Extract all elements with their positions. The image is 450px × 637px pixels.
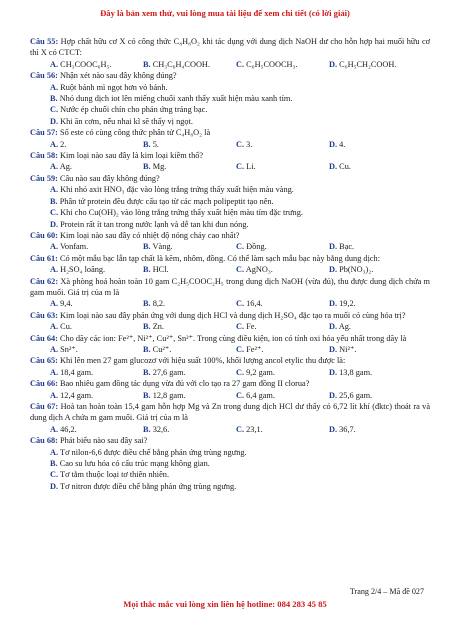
option-text: Vonfam. bbox=[60, 242, 89, 252]
question-stem bbox=[30, 253, 430, 264]
answer-option bbox=[143, 139, 236, 150]
answer-option bbox=[143, 390, 236, 401]
option-letter: B. bbox=[50, 459, 58, 469]
option-letter: C. bbox=[236, 242, 245, 252]
answer-option bbox=[236, 321, 329, 332]
option-text: Li. bbox=[246, 162, 256, 172]
answer-options bbox=[30, 321, 430, 332]
option-letter: D. bbox=[329, 242, 338, 252]
option-text: 18,4 gam. bbox=[60, 367, 94, 377]
question-text: Xà phòng hoá hoàn toàn 10 gam C₂H₅COOC₂H₅ trong dung dịch NaOH (vừa đủ), thu được dung dịch chứa m gam muối. Giá trị của m là bbox=[30, 276, 431, 297]
option-text: 6,4 gam. bbox=[246, 390, 275, 400]
option-text: 13,8 gam. bbox=[339, 367, 373, 377]
option-text: CH₃COOC₆H₅. bbox=[60, 59, 112, 69]
option-letter: C. bbox=[236, 344, 245, 354]
option-text: 3. bbox=[246, 139, 253, 149]
question-text: Phát biểu nào sau đây sai? bbox=[59, 436, 148, 446]
answer-option bbox=[143, 321, 236, 332]
answer-option bbox=[30, 447, 430, 458]
option-letter: B. bbox=[143, 139, 151, 149]
answer-options bbox=[30, 241, 430, 252]
answer-option bbox=[50, 139, 143, 150]
option-letter: D. bbox=[329, 299, 338, 309]
option-letter: B. bbox=[143, 59, 151, 69]
answer-option bbox=[50, 321, 143, 332]
option-text: 5. bbox=[152, 139, 159, 149]
answer-options bbox=[30, 59, 430, 70]
answer-options bbox=[30, 161, 430, 172]
question-text: Kim loại nào sau đây có nhiệt độ nóng chảy cao nhất? bbox=[59, 230, 240, 240]
option-letter: C. bbox=[236, 322, 245, 332]
option-letter: D. bbox=[329, 322, 338, 332]
option-letter: B. bbox=[143, 162, 151, 172]
answer-option bbox=[30, 469, 430, 480]
option-text: Bạc. bbox=[339, 242, 355, 252]
option-letter: A. bbox=[50, 322, 59, 332]
answer-option bbox=[143, 424, 236, 435]
option-letter: D. bbox=[329, 367, 338, 377]
answer-option bbox=[329, 367, 422, 378]
option-letter: D. bbox=[329, 139, 338, 149]
answer-option bbox=[236, 59, 329, 70]
option-text: Zn. bbox=[152, 322, 164, 332]
option-letter: A. bbox=[50, 139, 59, 149]
option-letter: D. bbox=[50, 481, 59, 491]
option-text: 12,8 gam. bbox=[152, 390, 186, 400]
option-letter: D. bbox=[329, 424, 338, 434]
question-stem bbox=[30, 36, 430, 59]
option-text: Fe²⁺. bbox=[246, 344, 264, 354]
answer-option bbox=[30, 458, 430, 469]
question-block bbox=[30, 378, 430, 401]
question-block bbox=[30, 70, 430, 127]
question-number: Câu 67: bbox=[30, 402, 59, 411]
question-text: Khi lên men 27 gam glucozơ với hiệu suất 100%, khối lượng ancol etylic thu được là: bbox=[59, 356, 346, 366]
option-text: Đồng. bbox=[246, 242, 267, 252]
option-text: Ruột bánh mì ngọt hơn vỏ bánh. bbox=[60, 82, 168, 92]
option-letter: C. bbox=[236, 299, 245, 309]
option-text: Phân tử protein đều được cấu tạo từ các mạch polipeptit tạo nên. bbox=[59, 196, 274, 206]
option-letter: C. bbox=[236, 265, 245, 275]
answer-option bbox=[143, 59, 236, 70]
answer-option bbox=[329, 321, 422, 332]
answer-options bbox=[30, 184, 430, 230]
answer-options bbox=[30, 344, 430, 355]
answer-option bbox=[30, 207, 430, 218]
answer-options bbox=[30, 264, 430, 275]
option-letter: D. bbox=[329, 265, 338, 275]
option-letter: C. bbox=[236, 59, 245, 69]
question-number: Câu 58: bbox=[30, 151, 58, 161]
option-text: Khi ăn cơm, nếu nhai kĩ sẽ thấy vị ngọt. bbox=[60, 116, 193, 126]
question-number: Câu 63: bbox=[30, 310, 58, 320]
answer-option bbox=[236, 241, 329, 252]
question-block bbox=[30, 310, 430, 333]
option-text: CH₃C₆H₄COOH. bbox=[152, 59, 210, 69]
question-stem bbox=[30, 378, 430, 389]
answer-option bbox=[236, 390, 329, 401]
option-letter: A. bbox=[50, 265, 59, 275]
option-letter: A. bbox=[50, 424, 59, 434]
option-letter: B. bbox=[143, 265, 151, 275]
question-text: Cho dãy các ion: Fe²⁺, Ni²⁺, Cu²⁺, Sn²⁺. Trong cùng điều kiện, ion có tính oxi hóa yếu nhất trong dãy là bbox=[59, 333, 407, 343]
answer-option bbox=[143, 367, 236, 378]
option-text: 46,2. bbox=[60, 424, 77, 434]
question-block bbox=[30, 127, 430, 150]
option-text: 9,4. bbox=[60, 299, 73, 309]
question-text: Có một mẫu bạc lẫn tạp chất là kẽm, nhôm, đồng. Có thể làm sạch mẫu bạc này bằng dung dịch: bbox=[59, 253, 381, 263]
question-stem bbox=[30, 333, 430, 344]
answer-option bbox=[236, 344, 329, 355]
answer-option bbox=[143, 241, 236, 252]
option-text: 4. bbox=[339, 139, 346, 149]
option-letter: A. bbox=[50, 82, 59, 92]
option-letter: A. bbox=[50, 242, 59, 252]
answer-option bbox=[50, 264, 143, 275]
question-block bbox=[30, 253, 430, 276]
option-letter: B. bbox=[143, 299, 151, 309]
option-text: 25,6 gam. bbox=[339, 390, 373, 400]
option-letter: D. bbox=[50, 116, 59, 126]
option-letter: D. bbox=[329, 59, 338, 69]
option-text: C₆H₅CH₂COOH. bbox=[339, 59, 397, 69]
answer-option bbox=[30, 93, 430, 104]
answer-options bbox=[30, 424, 430, 435]
option-text: 27,6 gam. bbox=[152, 367, 186, 377]
option-text: Pb(NO₃)₂. bbox=[339, 265, 374, 275]
answer-options bbox=[30, 139, 430, 150]
answer-option bbox=[30, 481, 430, 492]
option-text: HCl. bbox=[152, 265, 169, 275]
option-letter: C. bbox=[236, 139, 245, 149]
question-stem bbox=[30, 173, 430, 184]
question-text: Hợp chất hữu cơ X có công thức C₈H₈O₂ khi tác dụng với dung dịch NaOH dư cho hỗn hợp hai muối hữu cơ thì X có CTCT: bbox=[30, 37, 431, 58]
option-text: Ag. bbox=[338, 322, 351, 332]
option-letter: A. bbox=[50, 367, 59, 377]
answer-option bbox=[236, 139, 329, 150]
answer-option bbox=[30, 116, 430, 127]
question-block bbox=[30, 276, 430, 310]
option-letter: D. bbox=[50, 219, 59, 229]
option-letter: A. bbox=[50, 59, 59, 69]
page-number: Trang 2/4 – Mã đề 027 bbox=[349, 587, 424, 596]
option-text: Ag. bbox=[59, 162, 72, 172]
question-stem bbox=[30, 355, 430, 366]
option-text: Tơ tằm thuộc loại tơ thiên nhiên. bbox=[60, 470, 170, 480]
option-text: Cu. bbox=[339, 162, 351, 172]
answer-options bbox=[30, 367, 430, 378]
option-text: Tơ nilon-6,6 được điều chế bằng phản ứng trùng ngưng. bbox=[60, 447, 247, 457]
question-stem bbox=[30, 435, 430, 446]
question-stem bbox=[30, 310, 430, 321]
option-text: 12,4 gam. bbox=[60, 390, 94, 400]
answer-option bbox=[329, 264, 422, 275]
option-letter: D. bbox=[329, 162, 338, 172]
question-number: Câu 66: bbox=[30, 379, 58, 389]
option-text: Nhỏ dung dịch iot lên miếng chuối xanh thấy xuất hiện màu xanh tím. bbox=[59, 94, 293, 104]
answer-option bbox=[50, 59, 143, 70]
question-stem bbox=[30, 70, 430, 81]
option-text: Khi nhỏ axit HNO₃ đặc vào lòng trắng trứng thấy xuất hiện màu vàng. bbox=[60, 185, 294, 195]
answer-options bbox=[30, 447, 430, 493]
answer-options bbox=[30, 298, 430, 309]
option-text: 36,7. bbox=[339, 424, 356, 434]
option-text: Fe. bbox=[246, 322, 257, 332]
answer-option bbox=[30, 196, 430, 207]
question-number: Câu 56: bbox=[30, 71, 58, 81]
answer-option bbox=[236, 161, 329, 172]
question-number: Câu 57: bbox=[30, 128, 58, 138]
option-letter: C. bbox=[50, 470, 59, 480]
option-letter: A. bbox=[50, 299, 59, 309]
question-block bbox=[30, 333, 430, 356]
question-number: Câu 68: bbox=[30, 436, 58, 446]
question-stem bbox=[30, 230, 430, 241]
answer-option bbox=[50, 424, 143, 435]
answer-options bbox=[30, 82, 430, 128]
answer-option bbox=[143, 298, 236, 309]
option-text: H₂SO₄ loãng. bbox=[60, 265, 106, 275]
answer-option bbox=[236, 367, 329, 378]
option-letter: B. bbox=[50, 94, 58, 104]
option-letter: B. bbox=[50, 196, 58, 206]
answer-option bbox=[329, 390, 422, 401]
option-letter: B. bbox=[143, 242, 151, 252]
option-text: Tơ nitron được điều chế bằng phản ứng trùng ngưng. bbox=[60, 481, 237, 491]
answer-option bbox=[30, 219, 430, 230]
question-text: Bao nhiêu gam đồng tác dụng vừa đủ với clo tạo ra 27 gam đồng II clorua? bbox=[59, 379, 310, 389]
option-letter: A. bbox=[50, 344, 59, 354]
option-text: Sn²⁺. bbox=[60, 344, 78, 354]
option-letter: C. bbox=[50, 105, 59, 115]
answer-option bbox=[30, 184, 430, 195]
option-letter: C. bbox=[236, 367, 245, 377]
question-text: Hoà tan hoàn toàn 15,4 gam hỗn hợp Mg và Zn trong dung dịch HCl dư thấy có 6,72 lít khí (đktc) thoát ra và dung dịch A chứa m gam muối. Giá trị của m là bbox=[30, 402, 431, 423]
question-stem bbox=[30, 401, 430, 424]
answer-option bbox=[143, 344, 236, 355]
answer-option bbox=[143, 264, 236, 275]
answer-option bbox=[50, 367, 143, 378]
answer-options bbox=[30, 390, 430, 401]
option-text: Vàng. bbox=[152, 242, 173, 252]
option-text: 32,6. bbox=[152, 424, 170, 434]
option-letter: A. bbox=[50, 162, 59, 172]
option-text: 23,1. bbox=[246, 424, 263, 434]
option-text: Khi cho Cu(OH)₂ vào lòng trắng trứng thấy xuất hiện màu tím đặc trưng. bbox=[60, 208, 303, 218]
option-letter: D. bbox=[329, 390, 338, 400]
answer-option bbox=[236, 424, 329, 435]
option-text: Nước ép chuối chín cho phản ứng tráng bạc. bbox=[60, 105, 208, 115]
question-number: Câu 65: bbox=[30, 356, 58, 366]
answer-option bbox=[30, 82, 430, 93]
option-letter: C. bbox=[50, 208, 59, 218]
answer-option bbox=[329, 424, 422, 435]
question-number: Câu 61: bbox=[30, 253, 58, 263]
option-text: C₆H₅COOCH₃. bbox=[246, 59, 298, 69]
answer-option bbox=[30, 104, 430, 115]
question-text: Số este có cùng công thức phân tử C₄H₈O₂ là bbox=[59, 128, 211, 138]
answer-option bbox=[50, 298, 143, 309]
option-letter: C. bbox=[236, 424, 245, 434]
option-letter: A. bbox=[50, 185, 59, 195]
answer-option bbox=[50, 161, 143, 172]
question-block bbox=[30, 173, 430, 230]
option-text: 9,2 gam. bbox=[246, 367, 275, 377]
answer-option bbox=[143, 161, 236, 172]
question-number: Câu 64: bbox=[30, 333, 58, 343]
question-stem bbox=[30, 276, 430, 299]
question-block bbox=[30, 401, 430, 435]
option-letter: A. bbox=[50, 447, 59, 457]
option-text: AgNO₃. bbox=[245, 265, 273, 275]
question-text: Kim loại nào sau đây phản ứng với dung dịch HCl và dung dịch H₂SO₄ đặc tạo ra muối có cùng hóa trị? bbox=[59, 310, 406, 320]
question-block bbox=[30, 230, 430, 253]
option-letter: B. bbox=[143, 344, 151, 354]
option-text: 16,4. bbox=[246, 299, 263, 309]
question-text: Kim loại nào sau đây là kim loại kiềm thổ? bbox=[59, 151, 204, 161]
question-block bbox=[30, 355, 430, 378]
hotline-footer: Mọi thắc mắc vui lòng xin liên hệ hotline: 084 283 45 85 bbox=[123, 599, 327, 609]
option-letter: C. bbox=[236, 390, 245, 400]
answer-option bbox=[329, 59, 422, 70]
question-number: Câu 62: bbox=[30, 276, 59, 286]
option-text: Ni²⁺. bbox=[339, 344, 357, 354]
option-letter: B. bbox=[143, 424, 151, 434]
option-letter: B. bbox=[143, 367, 151, 377]
option-letter: D. bbox=[329, 344, 338, 354]
option-text: Cu²⁺. bbox=[152, 344, 172, 354]
option-letter: B. bbox=[143, 390, 151, 400]
question-number: Câu 59: bbox=[30, 173, 58, 183]
option-text: 8,2. bbox=[152, 299, 166, 309]
question-stem bbox=[30, 127, 430, 138]
answer-option bbox=[50, 344, 143, 355]
answer-option bbox=[329, 241, 422, 252]
answer-option bbox=[329, 161, 422, 172]
answer-option bbox=[329, 139, 422, 150]
answer-option bbox=[236, 298, 329, 309]
question-number: Câu 55: bbox=[30, 37, 59, 46]
option-letter: A. bbox=[50, 390, 59, 400]
question-text: Câu nào sau đây không đúng? bbox=[59, 173, 160, 183]
answer-option bbox=[236, 264, 329, 275]
preview-banner: Đây là bản xem thử, vui lòng mua tài liệu để xem chi tiết (có lời giải) bbox=[100, 8, 350, 18]
option-letter: C. bbox=[236, 162, 245, 172]
option-text: 19,2. bbox=[339, 299, 356, 309]
question-stem bbox=[30, 150, 430, 161]
option-letter: B. bbox=[143, 322, 151, 332]
question-block bbox=[30, 435, 430, 492]
answer-option bbox=[50, 241, 143, 252]
option-text: Mg. bbox=[152, 162, 167, 172]
answer-option bbox=[329, 344, 422, 355]
question-number: Câu 60: bbox=[30, 230, 58, 240]
question-text: Nhận xét nào sau đây không đúng? bbox=[59, 71, 177, 81]
option-text: 2. bbox=[60, 139, 67, 149]
question-block bbox=[30, 36, 430, 70]
answer-option bbox=[329, 298, 422, 309]
question-list bbox=[30, 36, 430, 492]
question-block bbox=[30, 150, 430, 173]
option-text: Cu. bbox=[60, 322, 72, 332]
option-text: Protein rất ít tan trong nước lạnh và dễ tan khi đun nóng. bbox=[60, 219, 249, 229]
option-text: Cao su lưu hóa có cấu trúc mạng không gian. bbox=[59, 459, 210, 469]
answer-option bbox=[50, 390, 143, 401]
